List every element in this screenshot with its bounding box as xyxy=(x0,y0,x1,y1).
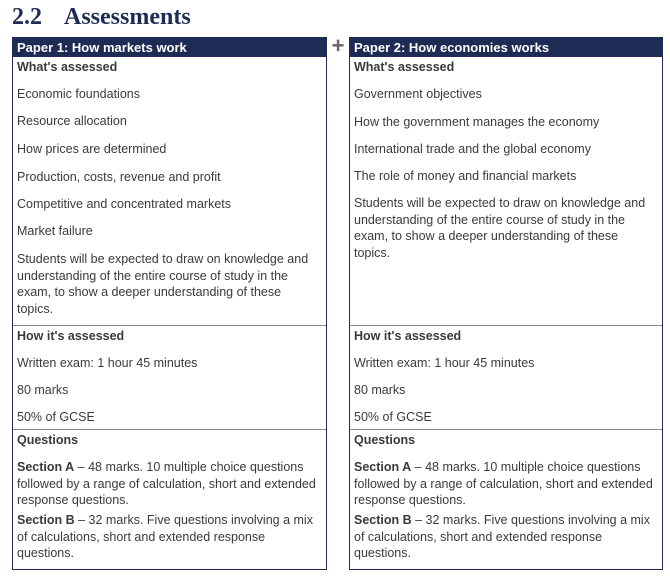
list-item: Students will be expected to draw on knowledge and understanding of the entire course of study in the exam, to show a deeper understanding of these topics. xyxy=(17,252,309,316)
list-item: 50% of GCSE xyxy=(17,410,95,424)
plus-icon: + xyxy=(331,33,345,58)
list-item: Written exam: 1 hour 45 minutes xyxy=(17,356,198,370)
section-b-text: Section B – 32 marks. Five questions involving a mix of calculations, short and extended response questions. xyxy=(17,513,313,560)
section-b-label: Section B xyxy=(354,513,412,527)
list-item: Students will be expected to draw on knowledge and understanding of the entire course of study in the exam, to show a deeper understanding of these topics. xyxy=(354,196,646,260)
questions-heading: Questions xyxy=(17,433,79,447)
list-item: How the government manages the economy xyxy=(354,115,600,129)
list-item: How prices are determined xyxy=(17,142,167,156)
questions-heading: Questions xyxy=(354,433,416,447)
list-item: Written exam: 1 hour 45 minutes xyxy=(354,356,535,370)
paper-2-title: Paper 2: How economies works xyxy=(350,38,662,57)
paper-1-how-assessed xyxy=(13,325,326,429)
list-item: 80 marks xyxy=(17,383,69,397)
section-number: 2.2 xyxy=(12,4,42,30)
paper-1-whats-assessed xyxy=(13,57,326,325)
list-item: 50% of GCSE xyxy=(354,410,432,424)
paper-2-box xyxy=(349,37,663,570)
whats-assessed-heading: What's assessed xyxy=(17,60,118,74)
section-a-label: Section A xyxy=(17,460,75,474)
section-a-text: Section A – 48 marks. 10 multiple choice questions followed by a range of calculation, short and extended response questions. xyxy=(17,460,316,507)
list-item: Resource allocation xyxy=(17,114,127,128)
list-item: Government objectives xyxy=(354,87,482,101)
paper-1-questions xyxy=(13,429,326,570)
list-item: Economic foundations xyxy=(17,87,140,101)
list-item: The role of money and financial markets xyxy=(354,169,577,183)
list-item: Market failure xyxy=(17,224,93,238)
paper-1-title: Paper 1: How markets work xyxy=(13,38,326,57)
paper-1-box xyxy=(12,37,327,570)
section-b-text: Section B – 32 marks. Five questions involving a mix of calculations, short and extended response questions. xyxy=(354,513,650,560)
how-assessed-heading: How it's assessed xyxy=(354,329,462,343)
whats-assessed-heading: What's assessed xyxy=(354,60,455,74)
section-a-label: Section A xyxy=(354,460,412,474)
section-b-label: Section B xyxy=(17,513,75,527)
section-title: Assessments xyxy=(64,4,191,30)
list-item: International trade and the global economy xyxy=(354,142,591,156)
how-assessed-heading: How it's assessed xyxy=(17,329,125,343)
section-heading xyxy=(12,4,191,34)
list-item: 80 marks xyxy=(354,383,406,397)
paper-2-questions xyxy=(350,429,662,570)
list-item: Production, costs, revenue and profit xyxy=(17,170,221,184)
list-item: Competitive and concentrated markets xyxy=(17,197,231,211)
section-a-text: Section A – 48 marks. 10 multiple choice questions followed by a range of calculation, short and extended response questions. xyxy=(354,460,653,507)
paper-2-how-assessed xyxy=(350,325,662,429)
paper-2-whats-assessed xyxy=(350,57,662,325)
